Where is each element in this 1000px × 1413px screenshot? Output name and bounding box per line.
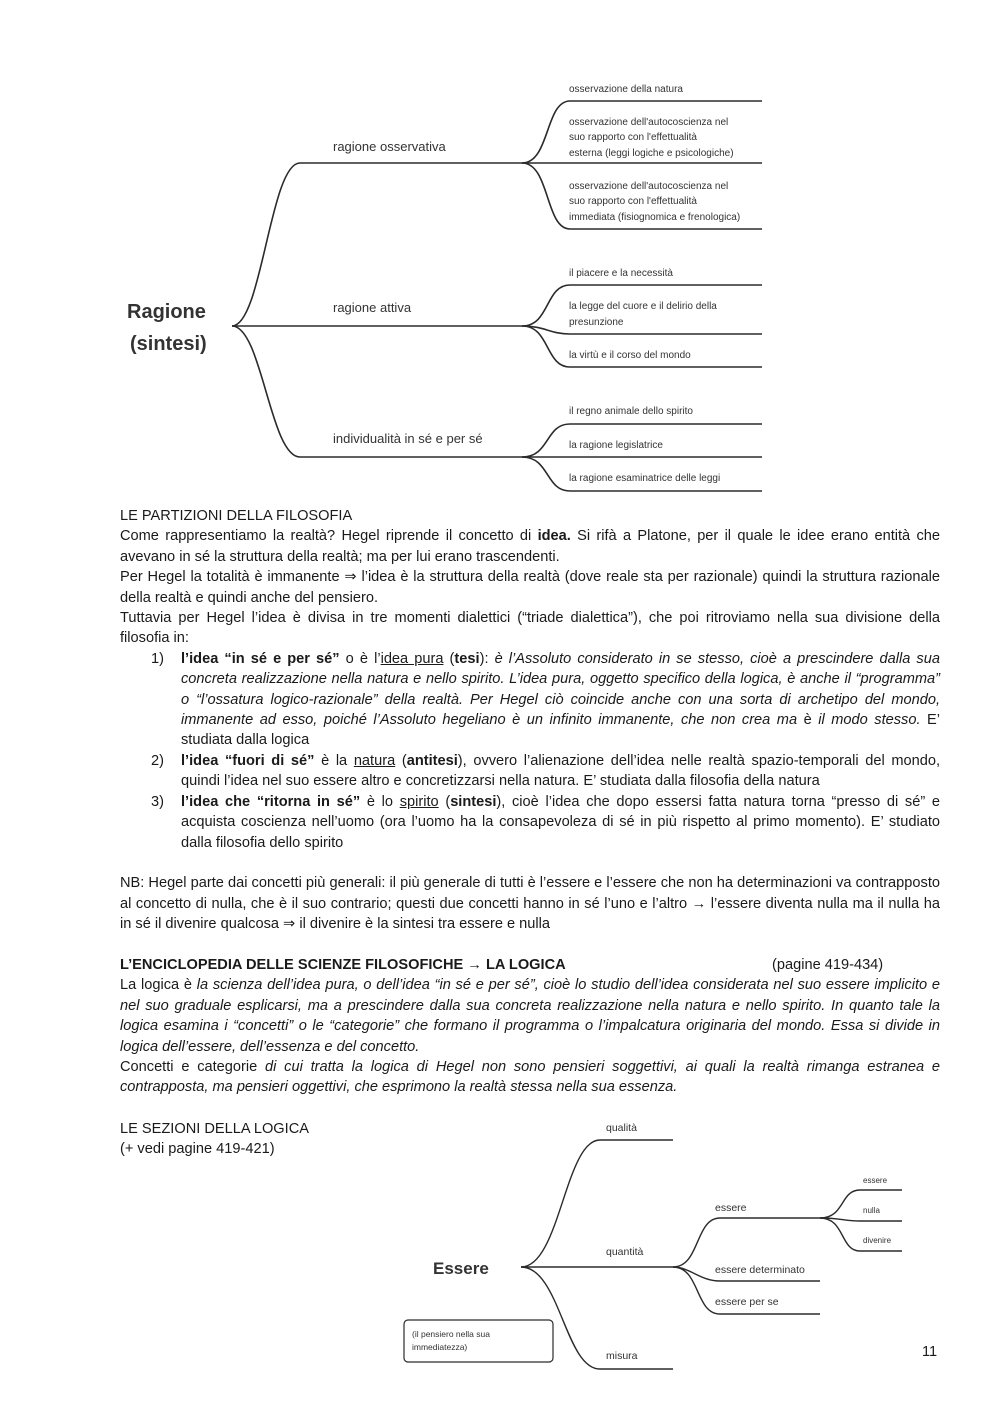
note-text: immediatezza) (412, 1342, 468, 1352)
leaf-label: osservazione dell'autocoscienza nel (569, 117, 729, 128)
section-title: L’ENCICLOPEDIA DELLE SCIENZE FILOSOFICHE → LA LOGICA (120, 956, 566, 973)
root-ragione: Ragione (127, 301, 206, 323)
paragraph: Concetti e categorie di cui tratta la logica di Hegel non sono pensieri soggettivi, ai quali la realtà rimanga estranea e contrapposta, ma pensieri oggettivi, che esprimono la realtà stessa nella sua essenza. (120, 1058, 940, 1096)
section-subtitle: (+ vedi pagine 419-421) (120, 1141, 275, 1158)
leaf-label: osservazione della natura (569, 84, 683, 95)
section-title: LE PARTIZIONI DELLA FILOSOFIA (120, 508, 353, 524)
leaf-label: suo rapporto con l'effettualità (569, 132, 697, 143)
partizioni-section (120, 506, 940, 1098)
subsub-label: divenire (863, 1236, 892, 1245)
leaf-label: immediata (fisiognomica e frenologica) (569, 212, 741, 223)
list-item: 3) l’idea che “ritorna in sé” è lo spirito (sintesi), cioè l’idea che dopo essersi fatta natura torna “presso di sé” e acquista coscienza nell’uomo (ora l’uomo ha la consapevoleza di sé in più rispetto al primo momento). E’ studiato dalla filosofia dello spirito (151, 793, 940, 851)
leaf-label: la ragione legislatrice (569, 440, 663, 451)
section-title: LE SEZIONI DELLA LOGICA (120, 1121, 309, 1137)
paragraph: Per Hegel la totalità è immanente ⇒ l’idea è la struttura della realtà (dove reale sta per razionale) quindi la struttura razionale della realtà e quindi anche del pensiero. (120, 569, 940, 606)
numbered-list (120, 649, 940, 853)
branch-label: misura (606, 1350, 638, 1362)
note-text: (il pensiero nella sua (412, 1329, 490, 1339)
leaf-label: presunzione (569, 317, 624, 328)
leaf-label: esterna (leggi logiche e psicologiche) (569, 148, 734, 159)
page-number: 11 (922, 1344, 938, 1360)
enciclopedia-heading (120, 955, 940, 975)
branch-label: qualità (606, 1122, 637, 1134)
paragraph: La logica è la scienza dell’idea pura, o dell’idea “in sé e per sé”, cioè lo studio dell’idea considerata nel suo essere implicito e nel suo graduale esplicarsi, ma a prescindere dalla sua concreta realizzazione nella natura e nello spirito. In quanto tale la logica esamina i “concetti” o le “categorie” che formano il programma o l’impalcatura originaria del mondo. Essa si divide in logica dell’essere, dell’essenza e del concetto. (120, 977, 940, 1055)
sezioni-logica (120, 1119, 309, 1160)
subsub-label: essere (863, 1176, 888, 1185)
sub-label: essere (715, 1202, 747, 1214)
list-item: 2) l’idea “fuori di sé” è la natura (antitesi), ovvero l’alienazione dell’idea nelle realtà spazio-temporali del mondo, quindi l’idea nel suo essere altro e concretizzarsi nella natura. E’ studiata dalla filosofia della natura (151, 752, 940, 790)
leaf-label: la legge del cuore e il delirio della (569, 301, 717, 312)
root-sintesi: (sintesi) (130, 333, 207, 355)
branch-label: ragione attiva (333, 300, 412, 315)
leaf-label: il piacere e la necessità (569, 268, 673, 279)
branch-label: individualità in sé e per sé (333, 431, 483, 446)
paragraph: Tuttavia per Hegel l’idea è divisa in tre momenti dialettici (“triade dialettica”), che poi ritroviamo nella sua divisione della filosofia in: (120, 610, 940, 647)
leaf-label: la ragione esaminatrice delle leggi (569, 473, 721, 484)
paragraph: Come rappresentiamo la realtà? Hegel riprende il concetto di idea. Si rifà a Platone, per il quale le idee erano entità che avevano in sé la struttura della realtà; ma per lui erano trascendenti. (120, 528, 940, 565)
branch-label: quantità (606, 1246, 644, 1258)
sub-label: essere determinato (715, 1264, 805, 1276)
sub-label: essere per se (715, 1296, 779, 1308)
branch-label: ragione osservativa (333, 139, 446, 154)
list-item: 1) l’idea “in sé e per sé” o è l’idea pura (tesi): è l’Assoluto considerato in se stesso, cioè a prescindere dalla sua concreta realizzazione nella natura e nello spirito. L’idea pura, oggetto specifico della logica, è anche il “programma” o “l’ossatura logico-razionale” della realtà. Per Hegel ciò coincide anche con una sorta di archetipo del mondo, immanente ad esso, poiché l’Assoluto hegeliano è un infinito immanente, che non crea ma è il modo stesso. E’ studiata dalla logica (151, 650, 941, 749)
leaf-label: osservazione dell'autocoscienza nel (569, 181, 729, 192)
page-reference: (pagine 419-434) (772, 956, 884, 973)
leaf-label: suo rapporto con l'effettualità (569, 196, 697, 207)
leaf-label: la virtù e il corso del mondo (569, 350, 691, 361)
root-essere: Essere (433, 1259, 489, 1278)
leaf-label: il regno animale dello spirito (569, 406, 693, 417)
note-box (404, 1320, 553, 1362)
nb-paragraph: NB: Hegel parte dai concetti più generali: il più generale di tutti è l’essere e l’essere che non ha determinazioni va contrapposto al concetto di nulla, che è il suo contrario; questi due concetti hanno in sé l’uno e l’altro → l’essere diventa nulla ma il nulla ha in sé il divenire qualcosa ⇒ il divenire è la sintesi tra essere e nulla (120, 875, 940, 933)
subsub-label: nulla (863, 1206, 880, 1215)
